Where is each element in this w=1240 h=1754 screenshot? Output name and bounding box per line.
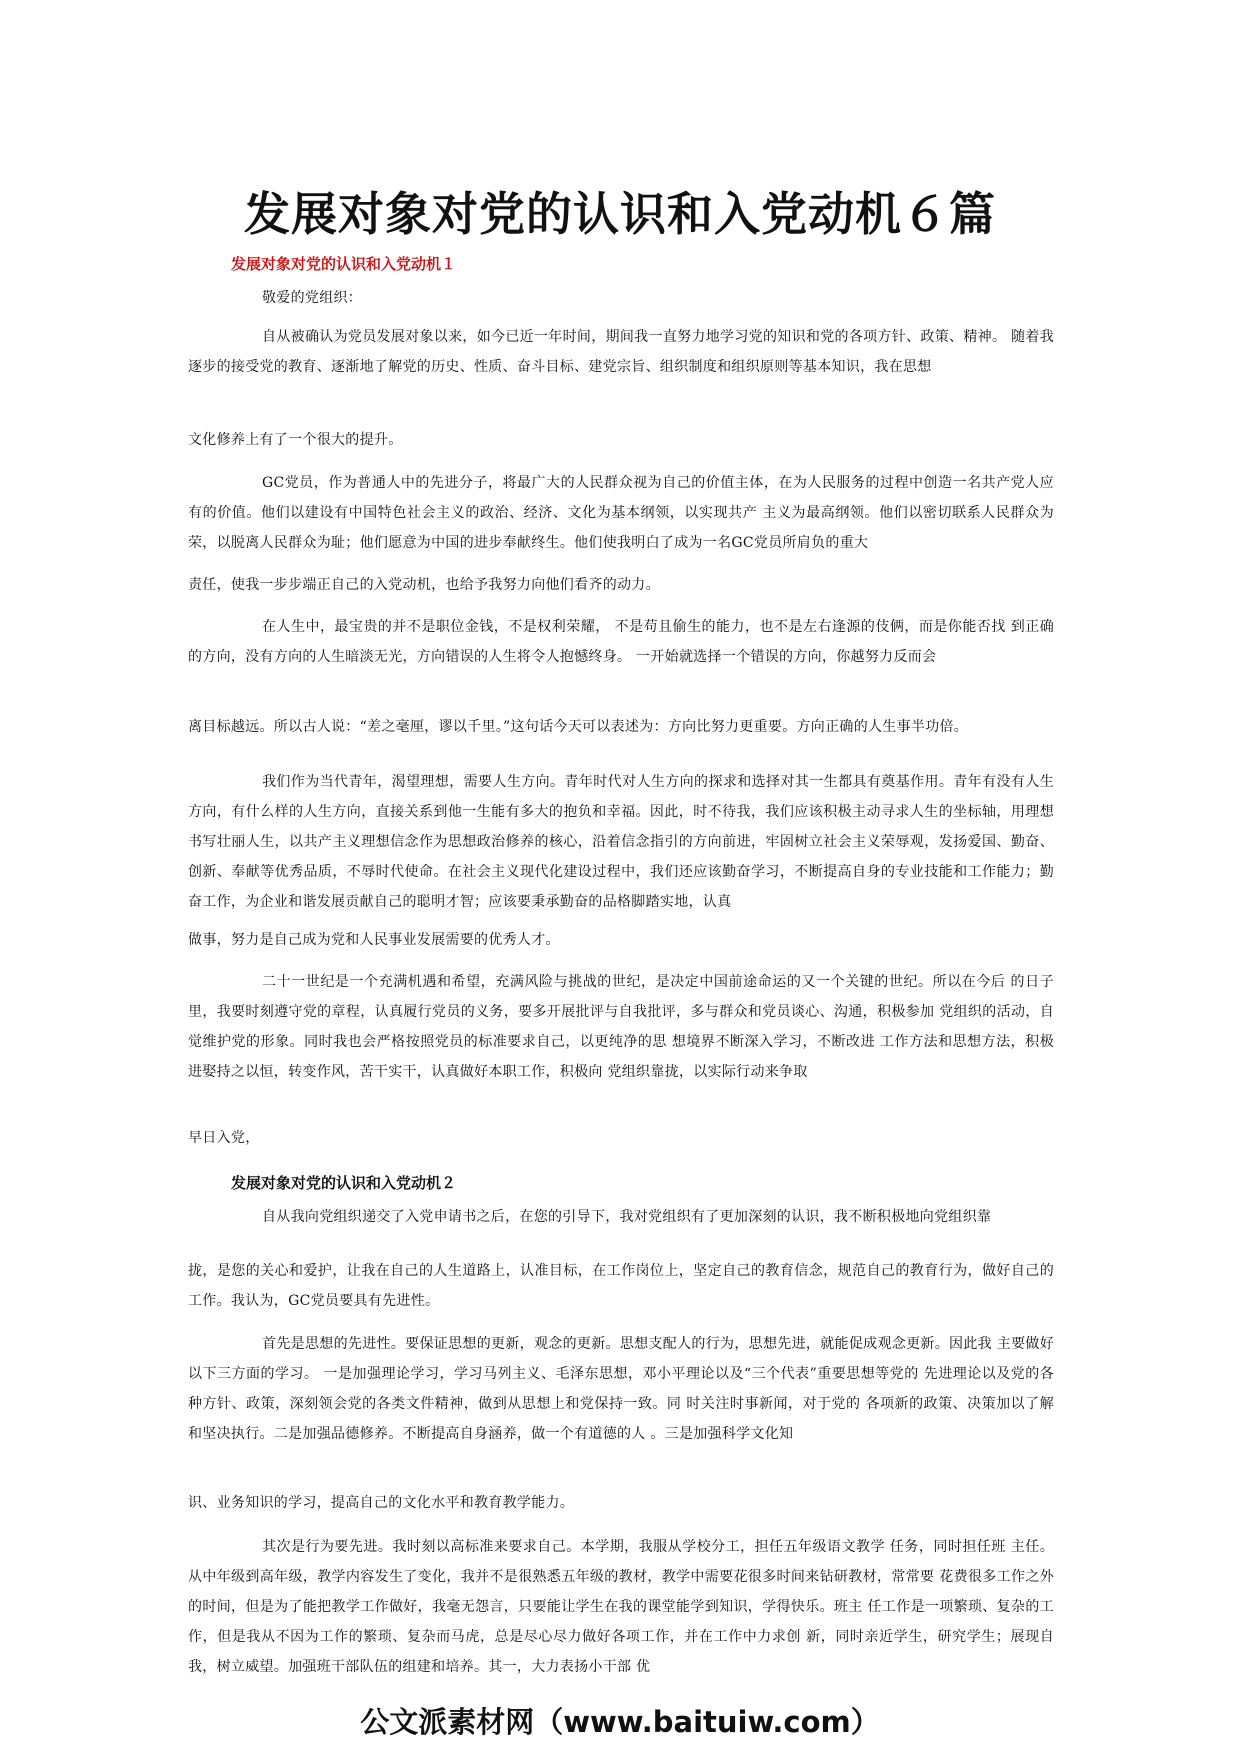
paragraph: GC党员，作为普通人中的先进分子，将最广大的人民群众视为自己的价值主体，在为人民服务的过程中创造一名共产党人应有的价值。他们以建设有中国特色社会主义的政治、经济、文化为基本纲领，以实现共产 主义为最高纲领。他们以密切联系人民群众为荣，以脱离人民群众为耻；他们愿意为中国的进步奉献终生。他们使我明白了成为一名GC党员所肩负的重大 [188,475,1054,551]
paragraph-continuation: 早日入党， [188,1130,260,1146]
paragraph: 二十一世纪是一个充满机遇和希望，充满风险与挑战的世纪，是决定中国前途命运的又一个关键的世纪。所以在今后 的日子里，我要时刻遵守党的章程，认真履行党员的义务，要多开展批评与自我批评，多与群众和党员谈心、沟通，积极参加 党组织的活动，自觉维护党的形象。同时我也会严格按照党员的标准要求自己，以更纯净的思 想境界不断深入学习，不断改进 工作方法和思想方法，积极进娶持之以恒，转变作风，苦干实干，认真做好本职工作，积极向 党组织靠拢，以实际行动来争取 [188,974,1054,1080]
section-1-heading: 发展对象对党的认识和入党动机１ [231,255,457,273]
paragraph: 自从被确认为党员发展对象以来，如今已近一年时间，期间我一直努力地学习党的知识和党的各项方针、政策、精神。 随着我逐步的接受党的教育、逐渐地了解党的历史、性质、奋斗目标、建党宗旨、组织制度和组织原则等基本知识，我在思想 [188,329,1054,375]
paragraph: 自从我向党组织递交了入党申请书之后，在您的引导下，我对党组织有了更加深刻的认识，我不断积极地向党组织靠 [262,1209,992,1225]
footer-watermark: 公文派素材网（www.baituiw.com） [360,1705,880,1739]
paragraph-continuation: 离目标越远。所以古人说：“差之毫厘，谬以千里。”这句话今天可以表述为：方向比努力更重要。方向正确的人生事半功倍。 [188,719,969,735]
section-2-heading: 发展对象对党的认识和入党动机２ [231,1174,457,1192]
paragraph-continuation: 识、业务知识的学习，提高自己的文化水平和教育教学能力。 [188,1495,575,1511]
document-title: 发展对象对党的认识和入党动机６篇 [244,187,996,241]
paragraph: 我们作为当代青年，渴望理想，需要人生方向。青年时代对人生方向的探求和选择对其一生都具有奠基作用。青年有没有人生方向，有什么样的人生方向，直接关系到他一生能有多大的抱负和幸福。因此，时不待我，我们应该积极主动寻求人生的坐标轴，用理想书写壮丽人生，以共产主义理想信念作为思想政治修养的核心，沿着信念指引的方向前进，牢固树立社会主义荣辱观，发扬爱国、勤奋、创新、奉献等优秀品质，不辱时代使命。在社会主义现代化建设过程中，我们还应该勤奋学习，不断提高自身的专业技能和工作能力；勤奋工作，为企业和谐发展贡献自己的聪明才智；应该要秉承勤奋的品格脚踏实地，认真 [188,774,1054,910]
paragraph-continuation: 责任，使我一步步端正自己的入党动机，也给予我努力向他们看齐的动力。 [188,577,660,593]
paragraph: 其次是行为要先进。我时刻以高标准来要求自己。本学期，我服从学校分工，担任五年级语文教学 任务，同时担任班 主任。从中年级到高年级，教学内容发生了变化，我并不是很熟悉五年级的教材，教学中需要花很多时间来钻研教材，常常要 花费很多工作之外的时间，但是为了能把教学工作做好，我毫无怨言，只要能让学生在我的课堂能学到知识，学得快乐。班主 任工作是一项繁琐、复杂的工作，但是我从不因为工作的繁琐、复杂而马虎，总是尽心尽力做好各项工作，并在工作中力求创 新，同时亲近学生，研究学生；展现自我，树立威望。加强班干部队伍的组建和培养。其一，大力表扬小干部 优 [188,1539,1054,1675]
paragraph: 在人生中，最宝贵的并不是职位金钱，不是权利荣耀， 不是苟且偷生的能力，也不是左右逢源的伎俩，而是你能否找 到正确的方向，没有方向的人生暗淡无光，方向错误的人生将令人抱憾终身。 一开始就选择一个错误的方向，你越努力反而会 [188,619,1054,665]
paragraph: 首先是思想的先进性。要保证思想的更新，观念的更新。思想支配人的行为，思想先进，就能促成观念更新。因此我 主要做好以下三方面的学习。 一是加强理论学习，学习马列主义、毛泽东思想，邓小平理论以及“三个代表”重要思想等党的 先进理论以及党的各种方针、政策，深刻领会党的各类文件精神，做到从思想上和党保持一致。同 时关注时事新闻，对于党的 各项新的政策、决策加以了解和坚决执行。二是加强品德修养。不断提高自身涵养，做一个有道德的人 。三是加强科学文化知 [188,1336,1054,1442]
salutation: 敬爱的党组织： [262,290,363,306]
paragraph-continuation: 做事，努力是自己成为党和人民事业发展需要的优秀人才。 [188,932,560,948]
paragraph-continuation: 文化修养上有了一个很大的提升。 [188,432,403,448]
paragraph-continuation: 拢，是您的关心和爱护，让我在自己的人生道路上，认准目标，在工作岗位上，坚定自己的教育信念，规范自己的教育行为，做好自己的工作。我认为，GC党员要具有先进性。 [188,1263,1054,1309]
